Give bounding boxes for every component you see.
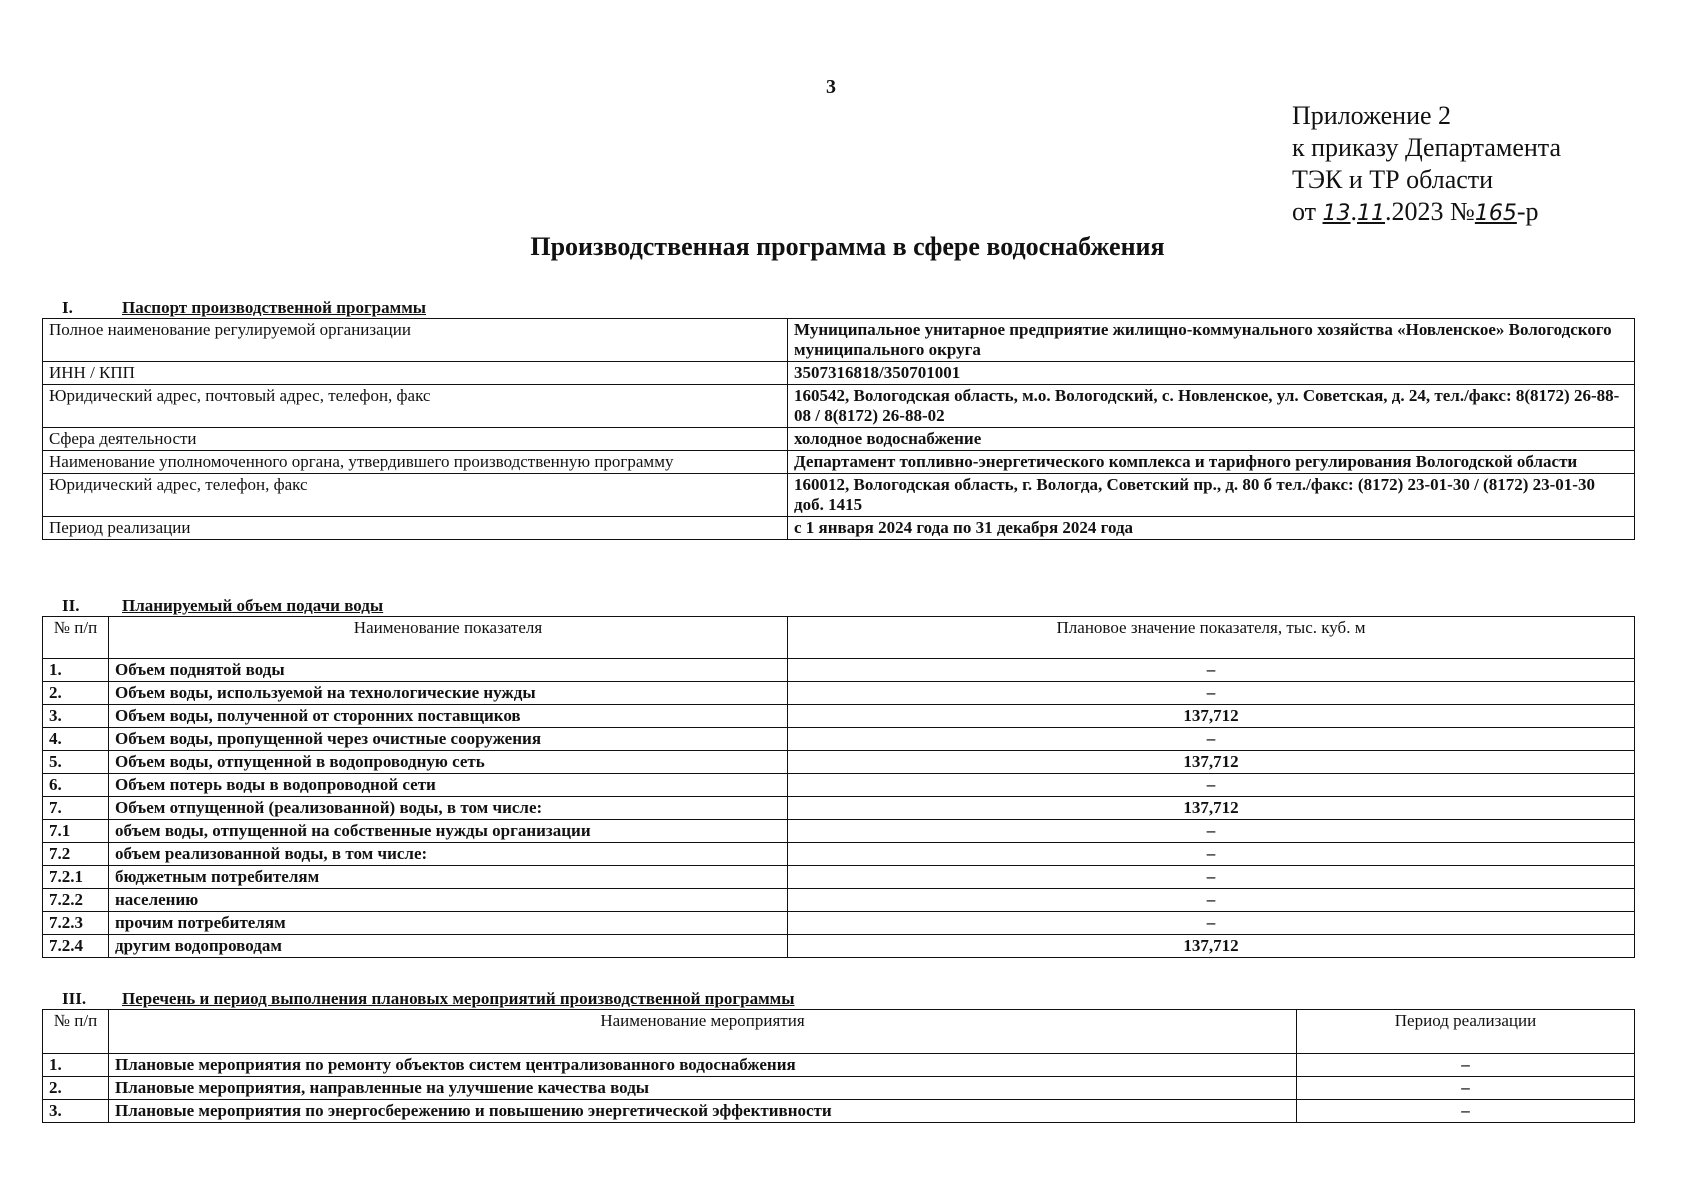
activities-table <box>42 1009 1635 1123</box>
row-number: 5. <box>43 751 109 774</box>
indicator-name: Объем воды, отпущенной в водопроводную сеть <box>109 751 788 774</box>
table-row <box>43 385 1635 428</box>
activity-name: Плановые мероприятия по энергосбережению и повышению энергетической эффективности <box>109 1100 1297 1123</box>
table-row <box>43 1054 1635 1077</box>
activity-period: – <box>1297 1100 1635 1123</box>
activity-name: Плановые мероприятия, направленные на улучшение качества воды <box>109 1077 1297 1100</box>
table-row <box>43 1100 1635 1123</box>
row-number: 3. <box>43 705 109 728</box>
table-row <box>43 866 1635 889</box>
activity-period: – <box>1297 1077 1635 1100</box>
col-header-num: № п/п <box>43 617 109 659</box>
table-row <box>43 319 1635 362</box>
row-number: 2. <box>43 1077 109 1100</box>
section-1-number: I. <box>62 298 73 317</box>
row-value: Департамент топливно-энергетического комплекса и тарифного регулирования Вологодской области <box>788 451 1635 474</box>
table-row <box>43 751 1635 774</box>
appendix-line-2: к приказу Департамента <box>1292 133 1562 162</box>
indicator-name: объем воды, отпущенной на собственные нужды организации <box>109 820 788 843</box>
row-number: 7.2 <box>43 843 109 866</box>
row-number: 6. <box>43 774 109 797</box>
table-row <box>43 362 1635 385</box>
table-row <box>43 820 1635 843</box>
handwritten-day: 13 <box>1322 201 1351 226</box>
indicator-value: – <box>788 682 1635 705</box>
row-number: 1. <box>43 659 109 682</box>
page-number: 3 <box>826 76 836 98</box>
indicator-value: – <box>788 843 1635 866</box>
row-number: 3. <box>43 1100 109 1123</box>
indicator-name: Объем поднятой воды <box>109 659 788 682</box>
indicator-value: – <box>788 889 1635 912</box>
row-value: 160012, Вологодская область, г. Вологда, Советский пр., д. 80 б тел./факс: (8172) 23-01-30 / (8172) 23-01-30 доб. 1415 <box>788 474 1635 517</box>
indicator-name: Объем воды, пропущенной через очистные сооружения <box>109 728 788 751</box>
appendix-line-3: ТЭК и ТР области <box>1292 165 1494 194</box>
indicator-value: – <box>788 659 1635 682</box>
indicator-name: Объем потерь воды в водопроводной сети <box>109 774 788 797</box>
row-number: 7. <box>43 797 109 820</box>
row-value: Муниципальное унитарное предприятие жилищно-коммунального хозяйства «Новленское» Вологодского муниципального округа <box>788 319 1635 362</box>
section-3-title: Перечень и период выполнения плановых мероприятий производственной программы <box>122 989 795 1008</box>
table-row <box>43 728 1635 751</box>
section-2-title: Планируемый объем подачи воды <box>122 596 384 615</box>
indicator-name: Объем воды, используемой на технологические нужды <box>109 682 788 705</box>
table-row <box>43 428 1635 451</box>
row-label: Сфера деятельности <box>43 428 788 451</box>
water-volume-table <box>42 616 1635 958</box>
indicator-name: прочим потребителям <box>109 912 788 935</box>
row-value: с 1 января 2024 года по 31 декабря 2024 года <box>788 517 1635 540</box>
row-value: 3507316818/350701001 <box>788 362 1635 385</box>
row-number: 4. <box>43 728 109 751</box>
row-number: 7.2.1 <box>43 866 109 889</box>
indicator-value: – <box>788 820 1635 843</box>
row-number: 1. <box>43 1054 109 1077</box>
row-label: Наименование уполномоченного органа, утвердившего производственную программу <box>43 451 788 474</box>
row-label: Полное наименование регулируемой организации <box>43 319 788 362</box>
activity-period: – <box>1297 1054 1635 1077</box>
col-header-activity: Наименование мероприятия <box>109 1010 1297 1054</box>
indicator-value: – <box>788 774 1635 797</box>
row-label: Юридический адрес, телефон, факс <box>43 474 788 517</box>
section-3-heading <box>62 989 795 1009</box>
table-row <box>43 517 1635 540</box>
appendix-block <box>1292 100 1561 230</box>
indicator-value: 137,712 <box>788 797 1635 820</box>
indicator-name: населению <box>109 889 788 912</box>
indicator-name: Объем отпущенной (реализованной) воды, в том числе: <box>109 797 788 820</box>
passport-table <box>42 318 1635 540</box>
table-row <box>43 1077 1635 1100</box>
section-1-title: Паспорт производственной программы <box>122 298 427 317</box>
col-header-period: Период реализации <box>1297 1010 1635 1054</box>
row-number: 2. <box>43 682 109 705</box>
section-3-number: III. <box>62 989 87 1008</box>
row-label: ИНН / КПП <box>43 362 788 385</box>
date-prefix: от <box>1292 197 1317 226</box>
row-number: 7.2.3 <box>43 912 109 935</box>
indicator-name: бюджетным потребителям <box>109 866 788 889</box>
table-row <box>43 774 1635 797</box>
handwritten-number: 165 <box>1474 201 1517 226</box>
row-value: холодное водоснабжение <box>788 428 1635 451</box>
table-row <box>43 912 1635 935</box>
number-suffix: -р <box>1516 197 1539 226</box>
activity-name: Плановые мероприятия по ремонту объектов систем централизованного водоснабжения <box>109 1054 1297 1077</box>
indicator-value: 137,712 <box>788 751 1635 774</box>
indicator-value: – <box>788 912 1635 935</box>
document-title: Производственная программа в сфере водоснабжения <box>530 232 1165 261</box>
section-2-number: II. <box>62 596 80 615</box>
indicator-value: – <box>788 728 1635 751</box>
table-row <box>43 705 1635 728</box>
indicator-value: 137,712 <box>788 705 1635 728</box>
section-1-heading <box>62 298 426 318</box>
row-label: Период реализации <box>43 517 788 540</box>
table-row <box>43 935 1635 958</box>
table-row <box>43 451 1635 474</box>
row-label: Юридический адрес, почтовый адрес, телефон, факс <box>43 385 788 428</box>
row-value: 160542, Вологодская область, м.о. Вологодский, с. Новленское, ул. Советская, д. 24, тел./факс: 8(8172) 26-88-08 / 8(8172) 26-88-02 <box>788 385 1635 428</box>
indicator-name: другим водопроводам <box>109 935 788 958</box>
indicator-name: Объем воды, полученной от сторонних поставщиков <box>109 705 788 728</box>
appendix-line-1: Приложение 2 <box>1292 101 1452 130</box>
indicator-name: объем реализованной воды, в том числе: <box>109 843 788 866</box>
table-row <box>43 682 1635 705</box>
col-header-value: Плановое значение показателя, тыс. куб. м <box>788 617 1635 659</box>
appendix-date-line: от 13.11.2023 №165-р <box>1292 197 1539 226</box>
row-number: 7.1 <box>43 820 109 843</box>
table-row <box>43 659 1635 682</box>
row-number: 7.2.2 <box>43 889 109 912</box>
indicator-value: – <box>788 866 1635 889</box>
col-header-num: № п/п <box>43 1010 109 1054</box>
row-number: 7.2.4 <box>43 935 109 958</box>
table-row <box>43 889 1635 912</box>
col-header-indicator: Наименование показателя <box>109 617 788 659</box>
indicator-value: 137,712 <box>788 935 1635 958</box>
handwritten-month: 11 <box>1357 201 1386 226</box>
table-row <box>43 843 1635 866</box>
table-row <box>43 797 1635 820</box>
table-row <box>43 474 1635 517</box>
date-year: .2023 № <box>1385 197 1475 226</box>
section-2-heading <box>62 596 383 616</box>
